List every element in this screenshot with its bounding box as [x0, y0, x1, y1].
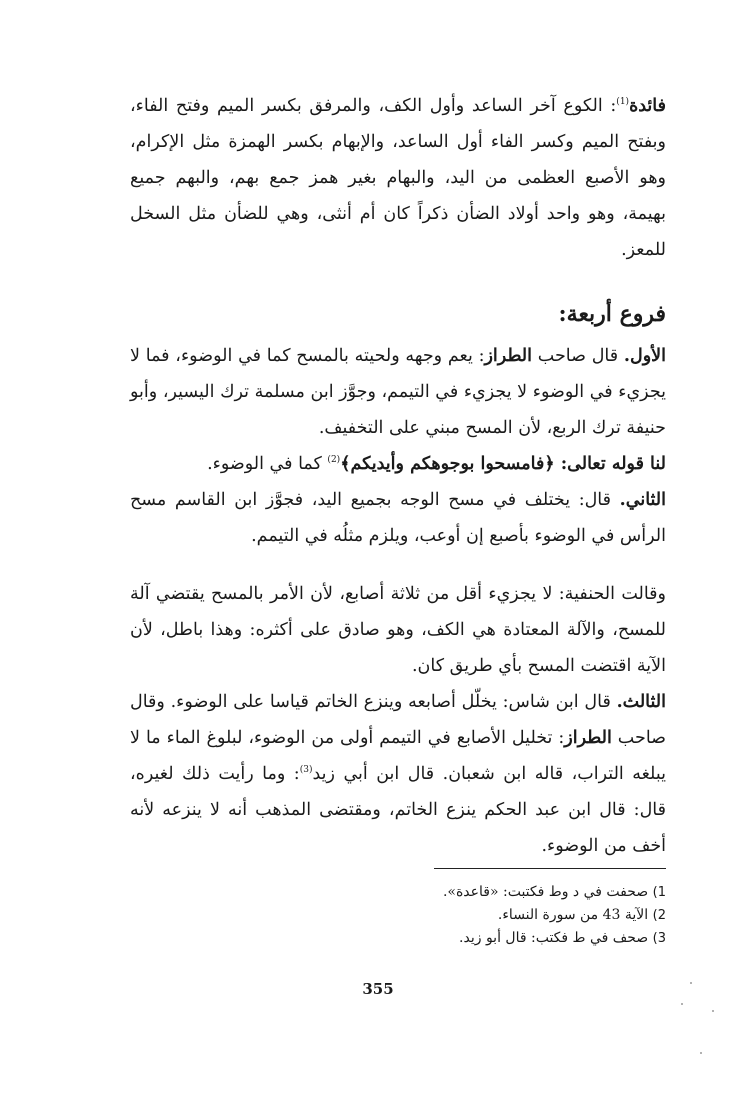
page-body: [130, 88, 666, 864]
branch-second-label: الثاني.: [619, 490, 666, 510]
footnote-2-num: 2): [652, 908, 666, 923]
footnote-3-text: صحف في ط فكتب: قال أبو زيد.: [459, 930, 649, 946]
footnote-ref-1[interactable]: (1): [616, 97, 630, 107]
spacer: [130, 554, 666, 576]
hanafi-paragraph: وقالت الحنفية: لا يجزيء أقل من ثلاثة أصابع، لأن الأمر بالمسح يقتضي آلة للمسح، والآلة المعتادة هي الكف، وهو صادق على أكثره: وهذا باطل، لأن الآية اقتضت المسح بأي طريق كان.: [130, 584, 666, 676]
verse-line: [130, 446, 666, 482]
footnote-3: [200, 927, 666, 950]
speck: [700, 1052, 702, 1054]
note-text: : الكوع آخر الساعد وأول الكف، والمرفق بكسر الميم وفتح الفاء، وبفتح الميم وكسر الفاء أول الساعد، والإبهام بكسر الهمزة مثل الإكرام، وهو الأصبع العظمى من اليد، والبهام بغير همز جمع بهم، والبهم جميع بهيمة، وهو واحد أولاد الضأن ذكراً كان أم أنثى، وهي للضأن مثل السخل للمعز.: [130, 96, 666, 260]
footnote-ref-2[interactable]: (2): [327, 455, 341, 465]
branch-first-text: : يعم وجهه ولحيته بالمسح كما في الوضوء، فما لا يجزيء في الوضوء لا يجزيء في التيمم، وجوَّز ابن مسلمة ترك اليسير، وأبو حنيفة ترك الربع، لأن المسح مبني على التخفيف.: [130, 346, 666, 438]
footnote-1-text: صحفت في د وط فكتبت: «قاعدة».: [442, 884, 649, 900]
footnote-ref-3[interactable]: (3): [299, 765, 313, 775]
note-paragraph: [130, 88, 666, 268]
branch-third-label: الثالث.: [616, 692, 666, 712]
speck: [681, 1003, 683, 1005]
footnote-divider: [434, 868, 666, 869]
branch-third-text2: : تخليل الأصابع في التيمم أولى من الوضوء، لبلوغ الماء ما لا يبلغه التراب، قاله ابن شعبان. قال ابن أبي زيد: [130, 728, 666, 784]
footnote-1-num: 1): [652, 885, 666, 900]
branch-first: [130, 338, 666, 446]
branch-second: [130, 482, 666, 554]
footnote-1: [200, 881, 666, 904]
branch-third: [130, 684, 666, 864]
speck: [712, 1010, 714, 1012]
page-number: 355: [362, 980, 394, 998]
branch-first-label: الأول.: [623, 346, 666, 366]
footnote-2-text: الآية 43 من سورة النساء.: [497, 907, 649, 923]
branch-first-lead: قال صاحب: [532, 346, 624, 366]
branch-third-text3: : وما رأيت ذلك لغيره، قال: قال ابن عبد الحكم ينزع الخاتم، ومقتضى المذهب أنه لا ينزعه لأنه أخف من الوضوء.: [130, 764, 666, 856]
speck: [690, 982, 692, 984]
verse-tail: كما في الوضوء.: [207, 454, 328, 474]
verse-lead: لنا قوله تعالى:: [554, 454, 666, 474]
author-tiraz-2: الطراز: [564, 728, 612, 748]
note-label: فائدة: [629, 96, 666, 116]
section-heading: فروع أربعة:: [558, 301, 666, 327]
branch-third-text: قال ابن شاس: يخلّل أصابعه وينزع الخاتم قياسا على الوضوء. وقال صاحب: [130, 692, 667, 748]
quran-quote: ﴿فامسحوا بوجوهكم وأيديكم﴾: [340, 454, 555, 474]
author-tiraz: الطراز: [484, 346, 533, 366]
footnotes: [200, 868, 666, 950]
branch-second-text: قال: يختلف في مسح الوجه بجميع اليد، فجوَّز ابن القاسم مسح الرأس في الوضوء بأصبع إن أوعب، ويلزم مثلُه في التيمم.: [130, 490, 666, 546]
footnote-3-num: 3): [652, 931, 666, 946]
footnote-2: [200, 904, 666, 927]
